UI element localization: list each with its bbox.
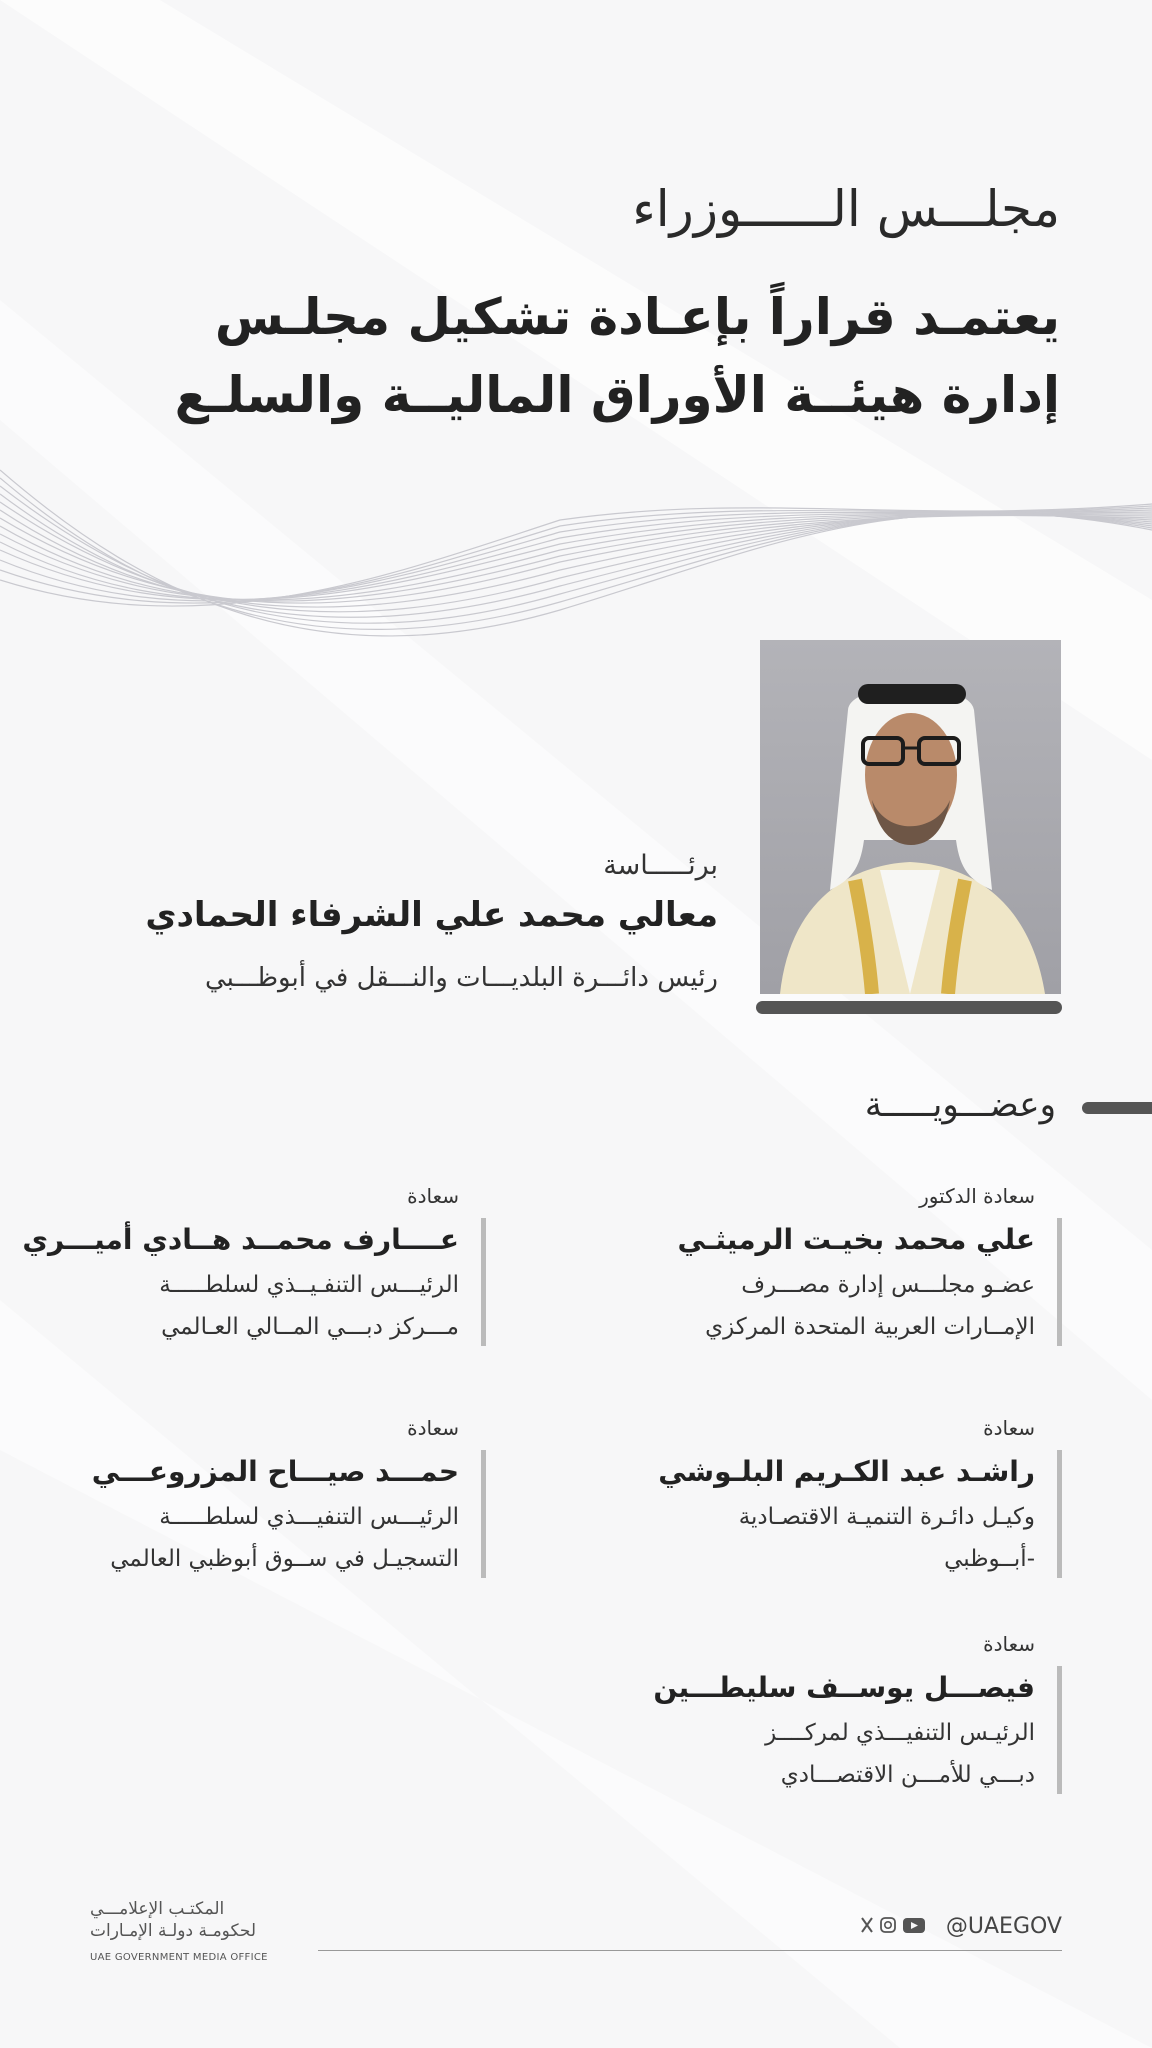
- member-card-1: [595, 1184, 1035, 1346]
- member-name: حمـــد صيـــاح المزروعـــي: [91, 1455, 459, 1488]
- member-details: [19, 1450, 486, 1578]
- members-section-title: وعضـــويـــــة: [864, 1085, 1056, 1125]
- x-icon[interactable]: [862, 1918, 872, 1932]
- portrait-illustration: [760, 640, 1061, 994]
- footer-divider: [318, 1950, 1062, 1951]
- member-card-3: [595, 1416, 1035, 1578]
- headline-decision: [160, 278, 1060, 434]
- chair-label: برئـــــاسة: [603, 850, 718, 881]
- social-handle[interactable]: @UAEGOV: [945, 1914, 1062, 1939]
- member-card-4: [19, 1416, 459, 1578]
- youtube-icon[interactable]: [903, 1918, 925, 1933]
- member-honorific: سعادة: [983, 1632, 1035, 1656]
- portrait-underline-bar: [756, 1001, 1062, 1014]
- member-details: [595, 1450, 1062, 1578]
- member-role-line: الرئيـــس التنفيـــذي لسلطـــــة: [159, 1504, 459, 1530]
- headline-council: مجلـــس الــــــوزراء: [632, 180, 1060, 238]
- media-office-logo-arabic: [90, 1898, 290, 1942]
- member-honorific: سعادة: [983, 1416, 1035, 1440]
- chair-portrait: [760, 640, 1061, 994]
- member-role-line: دبـــي للأمـــن الاقتصـــادي: [780, 1762, 1035, 1788]
- member-details: [19, 1218, 486, 1346]
- member-honorific: سعادة الدكتور: [919, 1184, 1035, 1208]
- member-name: فيصـــل يوســف سليطـــين: [653, 1671, 1035, 1704]
- member-role-line: الرئيـــس التنفـيــذي لسلطـــــة: [159, 1272, 459, 1298]
- member-card-2: [19, 1184, 459, 1346]
- members-accent-bar: [1082, 1102, 1152, 1114]
- headline-line-2: يعتمـد قراراً بإعـادة تشكيل مجلـس: [214, 288, 1060, 346]
- headline-line-3: إدارة هيئــة الأوراق الماليــة والسلـع: [174, 366, 1060, 424]
- logo-arabic-line-2: لحكومـة دولـة الإمـارات: [90, 1921, 257, 1941]
- social-icons: [859, 1914, 929, 1941]
- member-role-line: مـــركز دبـــي المــالي العـالمي: [161, 1314, 459, 1340]
- member-name: عــــارف محمــد هــادي أميـــري: [22, 1223, 459, 1256]
- chair-name: معالي محمد علي الشرفاء الحمادي: [145, 895, 718, 935]
- member-details: [595, 1666, 1062, 1794]
- member-honorific: سعادة: [407, 1184, 459, 1208]
- member-role-line: وكيـل دائـرة التنميـة الاقتصـادية: [738, 1504, 1035, 1530]
- social-icons-svg: [859, 1914, 929, 1936]
- member-role-line: عضـو مجلـــس إدارة مصـــرف: [741, 1272, 1035, 1298]
- member-role-line: الرئيـس التنفيـــذي لمركــــز: [765, 1720, 1035, 1746]
- member-role-line: التسجيـل في ســوق أبوظبي العالمي: [110, 1546, 459, 1572]
- member-details: [595, 1218, 1062, 1346]
- logo-arabic-line-1: المكتـب الإعلامـــي: [90, 1899, 225, 1919]
- member-role-line: -أبــوظبي: [944, 1546, 1035, 1572]
- media-office-logo-english: UAE GOVERNMENT MEDIA OFFICE: [90, 1952, 268, 1963]
- member-card-5: [595, 1632, 1035, 1794]
- member-name: علي محمد بخيـت الرميثـي: [677, 1223, 1035, 1256]
- instagram-icon[interactable]: [881, 1918, 895, 1932]
- member-role-line: الإمــارات العربية المتحدة المركزي: [705, 1314, 1035, 1340]
- member-honorific: سعادة: [407, 1416, 459, 1440]
- chair-role: رئيس دائـــرة البلديـــات والنـــقل في أبوظـــبي: [205, 963, 718, 993]
- member-name: راشـد عبد الكـريم البلـوشي: [658, 1455, 1035, 1488]
